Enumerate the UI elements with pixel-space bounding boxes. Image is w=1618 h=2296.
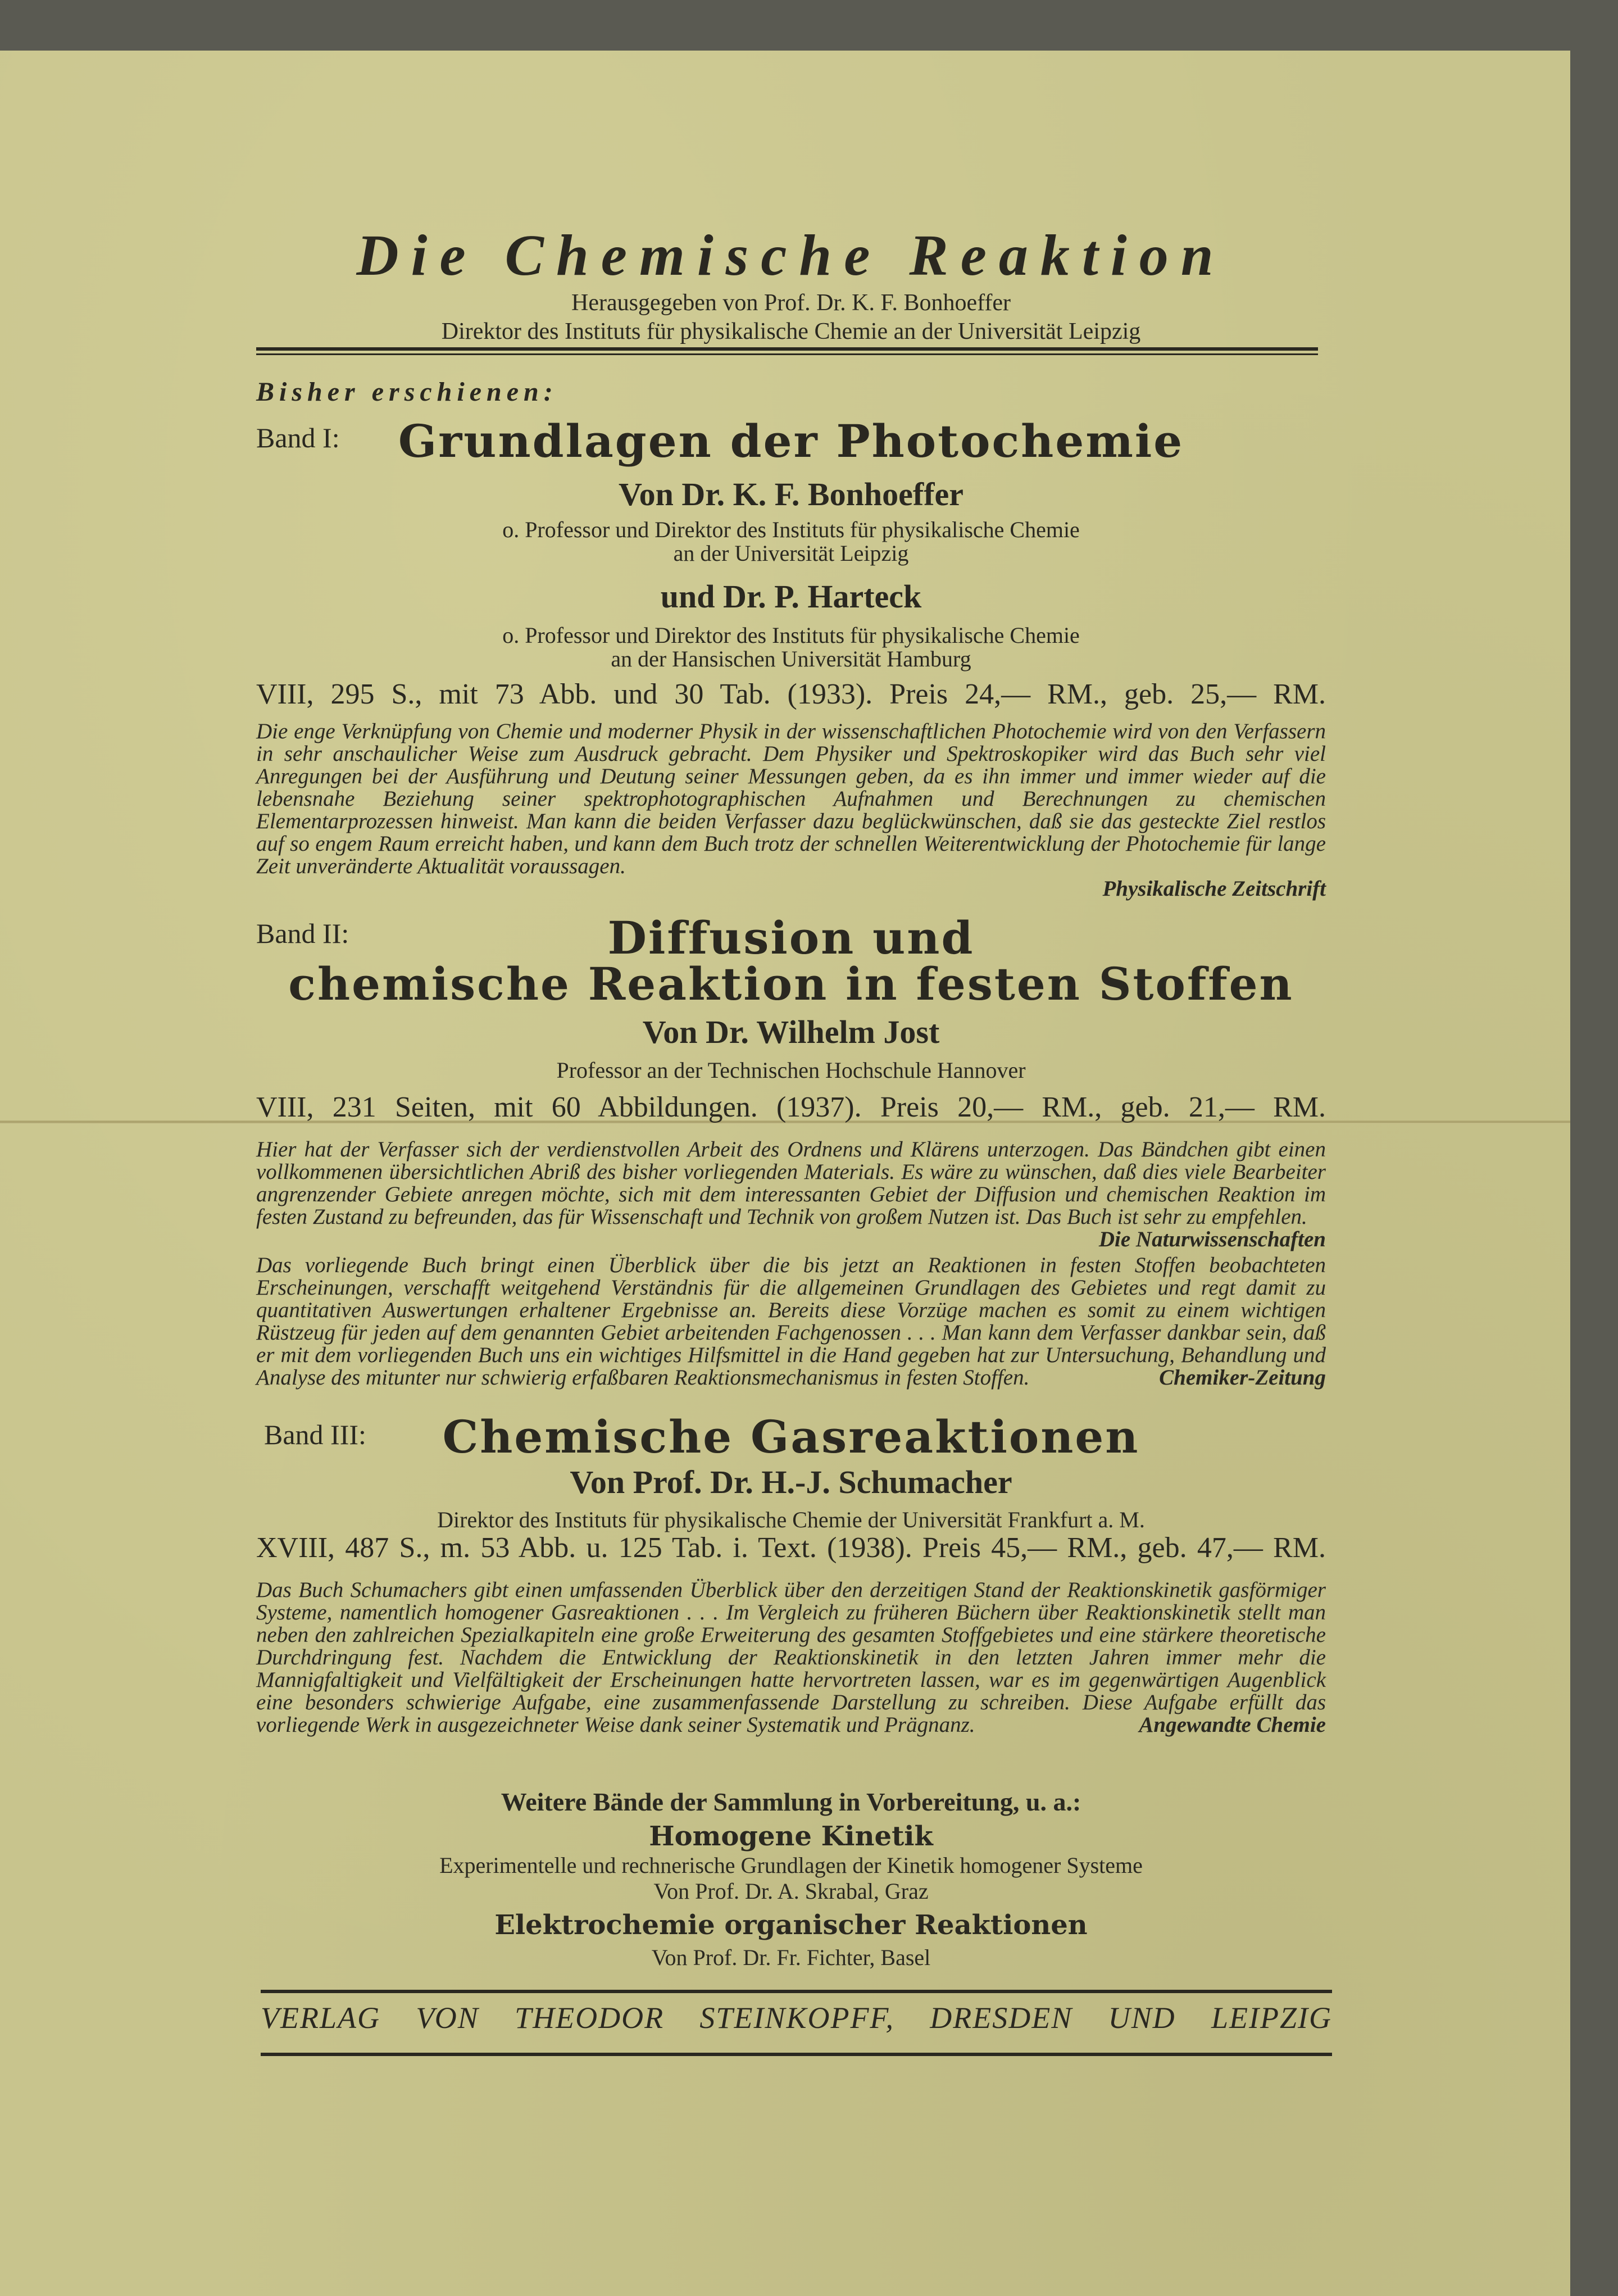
review-source: Physikalische Zeitschrift	[1102, 877, 1326, 901]
band-2-pricing: VIII, 231 Seiten, mit 60 Abbildungen. (1937). Preis 20,— RM., geb. 21,— RM.	[256, 1091, 1326, 1123]
band-2-author: Von Dr. Wilhelm Jost	[642, 1014, 940, 1050]
band-3-author: Von Prof. Dr. H.-J. Schumacher	[570, 1464, 1012, 1500]
upcoming-heading: Weitere Bände der Sammlung in Vorbereitung, u. a.:	[501, 1787, 1081, 1816]
band-1-label: Band I:	[256, 422, 340, 453]
band-2-label: Band II:	[256, 918, 349, 949]
band-2-title-line-2: chemische Reaktion in festen Stoffen	[288, 958, 1294, 1010]
band-2-title-line-1: Diffusion und	[607, 911, 975, 964]
review-source: Die Naturwissenschaften	[1098, 1227, 1326, 1251]
review-text: Das vorliegende Buch bringt einen Überblick über die bis jetzt an Reaktionen in festen Stoffen beobachteten Erscheinungen, verschafft weitgehend Verständnis für die allgemeinen Grundlagen des Gebietes und regt damit zu quantitativen Auswertungen erhaltener Ergebnisse an. Bereits diese Vorzüge machen es somit zu einem wichtigen Rüstzeug für jeden auf dem genannten Gebiet arbeitenden Fachgenossen . . . Man kann dem Verfasser dankbar sein, daß er mit dem vorliegenden Buch uns ein wichtiges Hilfsmittel in die Hand gegeben hat zur Untersuchung, Behandlung und Analyse des mitunter nur schwierig erfaßbaren Reaktionsmechanismus in festen Stoffen.	[256, 1253, 1326, 1390]
band-2-review-1	[256, 1138, 1326, 1251]
editor-line: Herausgegeben von Prof. Dr. K. F. Bonhoeffer	[571, 290, 1011, 316]
band-3-affiliation: Direktor des Instituts für physikalische Chemie der Universität Frankfurt a. M.	[437, 1507, 1145, 1532]
series-title: Die Chemische Reaktion	[356, 223, 1226, 288]
band-1-affiliation-1b: an der Universität Leipzig	[673, 541, 909, 566]
review-text: Hier hat der Verfasser sich der verdienstvollen Arbeit des Ordnens und Klärens unterzogen. Das Bändchen gibt einen vollkommenen übersichtlichen Abriß des bisher vorliegenden Materials. Es wäre zu wünschen, daß dies viele Bearbeiter angrenzender Gebiete anregen möchte, sich mit dem interessanten Gebiet der Diffusion und chemischen Reaktion im festen Zustand zu befreunden, das für Wissenschaft und Technik von großem Nutzen ist. Das Buch ist sehr zu empfehlen.	[256, 1137, 1326, 1229]
upcoming-2-author: Von Prof. Dr. Fr. Fichter, Basel	[651, 1945, 931, 1970]
band-3-review	[256, 1579, 1326, 1736]
upcoming-1-author: Von Prof. Dr. A. Skrabal, Graz	[653, 1878, 929, 1904]
band-3-pricing: XVIII, 487 S., m. 53 Abb. u. 125 Tab. i. Text. (1938). Preis 45,— RM., geb. 47,— RM.	[256, 1532, 1326, 1564]
band-1-author-1: Von Dr. K. F. Bonhoeffer	[619, 476, 963, 512]
review-text: Die enge Verknüpfung von Chemie und moderner Physik in der wissenschaftlichen Photochemie wird von den Verfassern in sehr anschaulicher Weise zum Ausdruck gebracht. Dem Physiker und Spektroskopiker wird das Buch sehr viel Anregungen bei der Ausführung und Deutung seiner Messungen geben, da es ihn immer und immer wieder auf die lebensnahe Beziehung seiner spektrophotographischen Aufnahmen und Berechnungen zu chemischen Elementarprozessen hinweist. Man kann die beiden Verfasser dazu beglückwünschen, daß sie das gesteckte Ziel restlos auf so engem Raum erreicht haben, und kann dem Buch trotz der schnellen Weiterentwicklung der Photochemie für lange Zeit unveränderte Aktualität voraussagen.	[256, 719, 1326, 878]
header-divider	[256, 347, 1318, 355]
band-3-label: Band III:	[264, 1419, 366, 1450]
published-label: Bisher erschienen:	[256, 377, 558, 407]
band-1-pricing: VIII, 295 S., mit 73 Abb. und 30 Tab. (1933). Preis 24,— RM., geb. 25,— RM.	[256, 678, 1326, 710]
band-1-author-2: und Dr. P. Harteck	[660, 578, 922, 615]
review-source: Angewandte Chemie	[1139, 1713, 1326, 1737]
review-source: Chemiker-Zeitung	[1159, 1365, 1326, 1390]
band-2-review-2	[256, 1254, 1326, 1389]
band-2-affiliation: Professor an der Technischen Hochschule Hannover	[556, 1058, 1026, 1083]
review-text: Das Buch Schumachers gibt einen umfassenden Überblick über den derzeitigen Stand der Reaktionskinetik gasförmiger Systeme, namentlich homogener Gasreaktionen . . . Im Vergleich zu früheren Büchern über Reaktionskinetik stellt man neben den zahlreichen Spezialkapiteln eine große Erweiterung des gesamten Stoffgebietes und eine stärkere theoretische Durchdringung fest. Nachdem die Entwicklung der Reaktionskinetik in den letzten Jahren immer mehr die Mannigfaltigkeit und Vielfältigkeit der Erscheinungen hatte hervortreten lassen, war es im gegenwärtigen Augenblick eine besonders schwierige Aufgabe, eine zusammenfassende Darstellung zu schreiben. Diese Aufgabe erfüllt das vorliegende Werk in ausgezeichneter Weise dank seiner Systematik und Prägnanz.	[256, 1578, 1326, 1737]
footer-rule-top	[261, 1990, 1332, 1993]
upcoming-2-title: Elektrochemie organischer Reaktionen	[494, 1909, 1088, 1941]
upcoming-1-subtitle: Experimentelle und rechnerische Grundlagen der Kinetik homogener Systeme	[439, 1853, 1143, 1878]
footer-rule-bottom	[261, 2053, 1332, 2056]
band-1-review	[256, 720, 1326, 900]
band-1-title: Grundlagen der Photochemie	[398, 415, 1184, 468]
band-1-affiliation-2b: an der Hansischen Universität Hamburg	[611, 646, 971, 671]
upcoming-1-title: Homogene Kinetik	[649, 1821, 933, 1852]
band-3-title: Chemische Gasreaktionen	[442, 1410, 1140, 1463]
band-1-affiliation-1a: o. Professor und Direktor des Instituts für physikalische Chemie	[502, 517, 1080, 542]
editor-role-line: Direktor des Instituts für physikalische Chemie an der Universität Leipzig	[441, 319, 1141, 344]
publisher-line: VERLAG VON THEODOR STEINKOPFF, DRESDEN UND LEIPZIG	[261, 2001, 1332, 2035]
band-1-affiliation-2a: o. Professor und Direktor des Instituts für physikalische Chemie	[502, 623, 1080, 648]
